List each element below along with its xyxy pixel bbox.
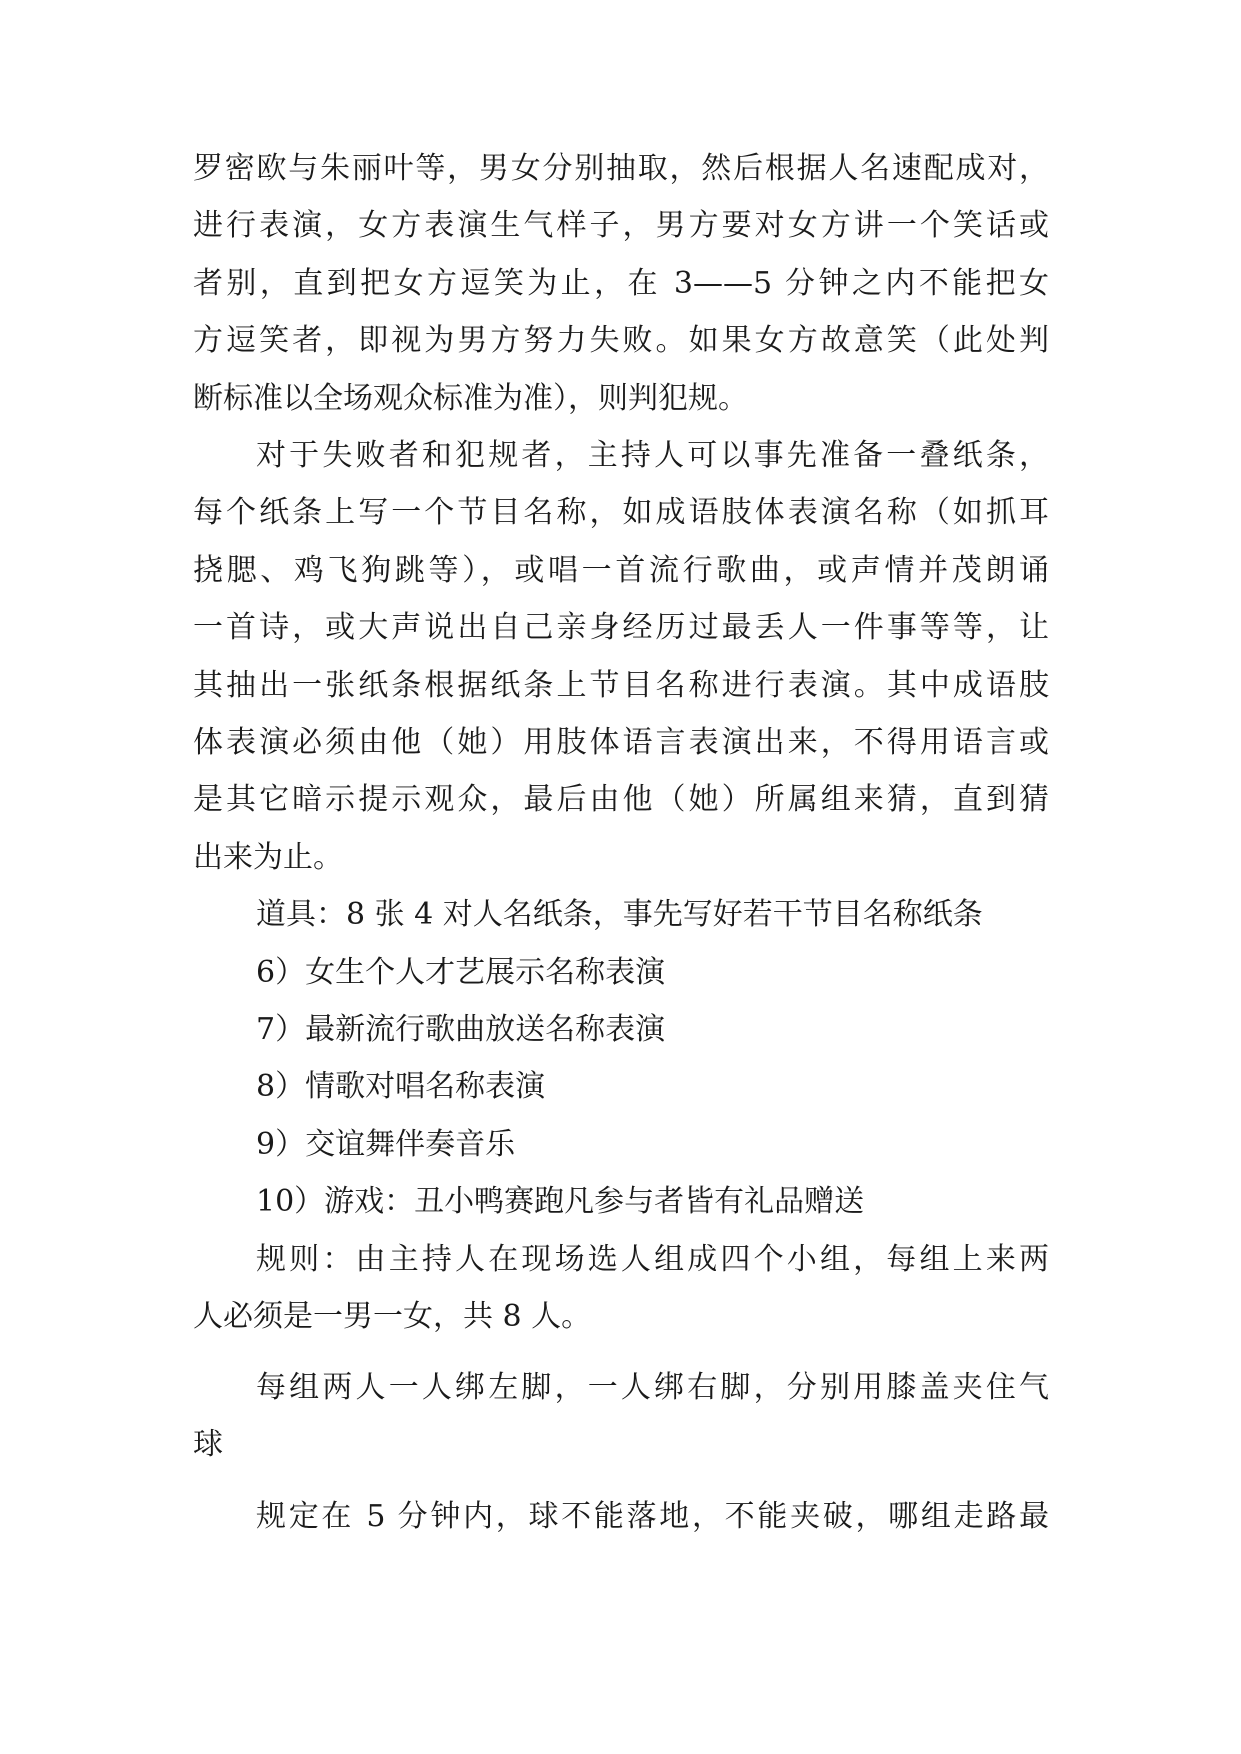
- text-line: 方逗笑者，即视为男方努力失败。如果女方故意笑（此处判: [193, 323, 1049, 358]
- text-line: 进行表演，女方表演生气样子，男方要对女方讲一个笑话或: [193, 208, 1049, 243]
- list-item: 8）情歌对唱名称表演: [256, 1069, 546, 1104]
- text-line: 罗密欧与朱丽叶等，男女分别抽取，然后根据人名速配成对，: [193, 151, 1049, 186]
- text-line: 人必须是一男一女，共 8 人。: [193, 1299, 592, 1334]
- text-line: 规定在 5 分钟内，球不能落地，不能夹破，哪组走路最: [256, 1499, 1049, 1534]
- text-line: 球: [193, 1427, 223, 1462]
- text-line: 道具：8 张 4 对人名纸条，事先写好若干节目名称纸条: [256, 897, 983, 932]
- text-line: 挠腮、鸡飞狗跳等），或唱一首流行歌曲，或声情并茂朗诵: [193, 553, 1049, 588]
- text-line: 是其它暗示提示观众，最后由他（她）所属组来猜，直到猜: [193, 782, 1049, 817]
- text-line: 者别，直到把女方逗笑为止，在 3——5 分钟之内不能把女: [193, 266, 1049, 301]
- list-item: 7）最新流行歌曲放送名称表演: [256, 1012, 666, 1047]
- text-line: 规则：由主持人在现场选人组成四个小组，每组上来两: [256, 1242, 1049, 1277]
- text-line: 每组两人一人绑左脚，一人绑右脚，分别用膝盖夹住气: [256, 1370, 1049, 1405]
- text-line: 断标准以全场观众标准为准），则判犯规。: [193, 381, 748, 416]
- list-item: 6）女生个人才艺展示名称表演: [256, 955, 666, 990]
- text-line: 每个纸条上写一个节目名称，如成语肢体表演名称（如抓耳: [193, 495, 1049, 530]
- text-line: 一首诗，或大声说出自己亲身经历过最丢人一件事等等，让: [193, 610, 1049, 645]
- list-item: 10）游戏：丑小鸭赛跑凡参与者皆有礼品赠送: [256, 1184, 865, 1219]
- list-item: 9）交谊舞伴奏音乐: [256, 1127, 516, 1162]
- text-line: 体表演必须由他（她）用肢体语言表演出来，不得用语言或: [193, 725, 1049, 760]
- text-line: 其抽出一张纸条根据纸条上节目名称进行表演。其中成语肢: [193, 668, 1049, 703]
- text-line: 出来为止。: [193, 840, 343, 875]
- text-line: 对于失败者和犯规者，主持人可以事先准备一叠纸条，: [256, 438, 1049, 473]
